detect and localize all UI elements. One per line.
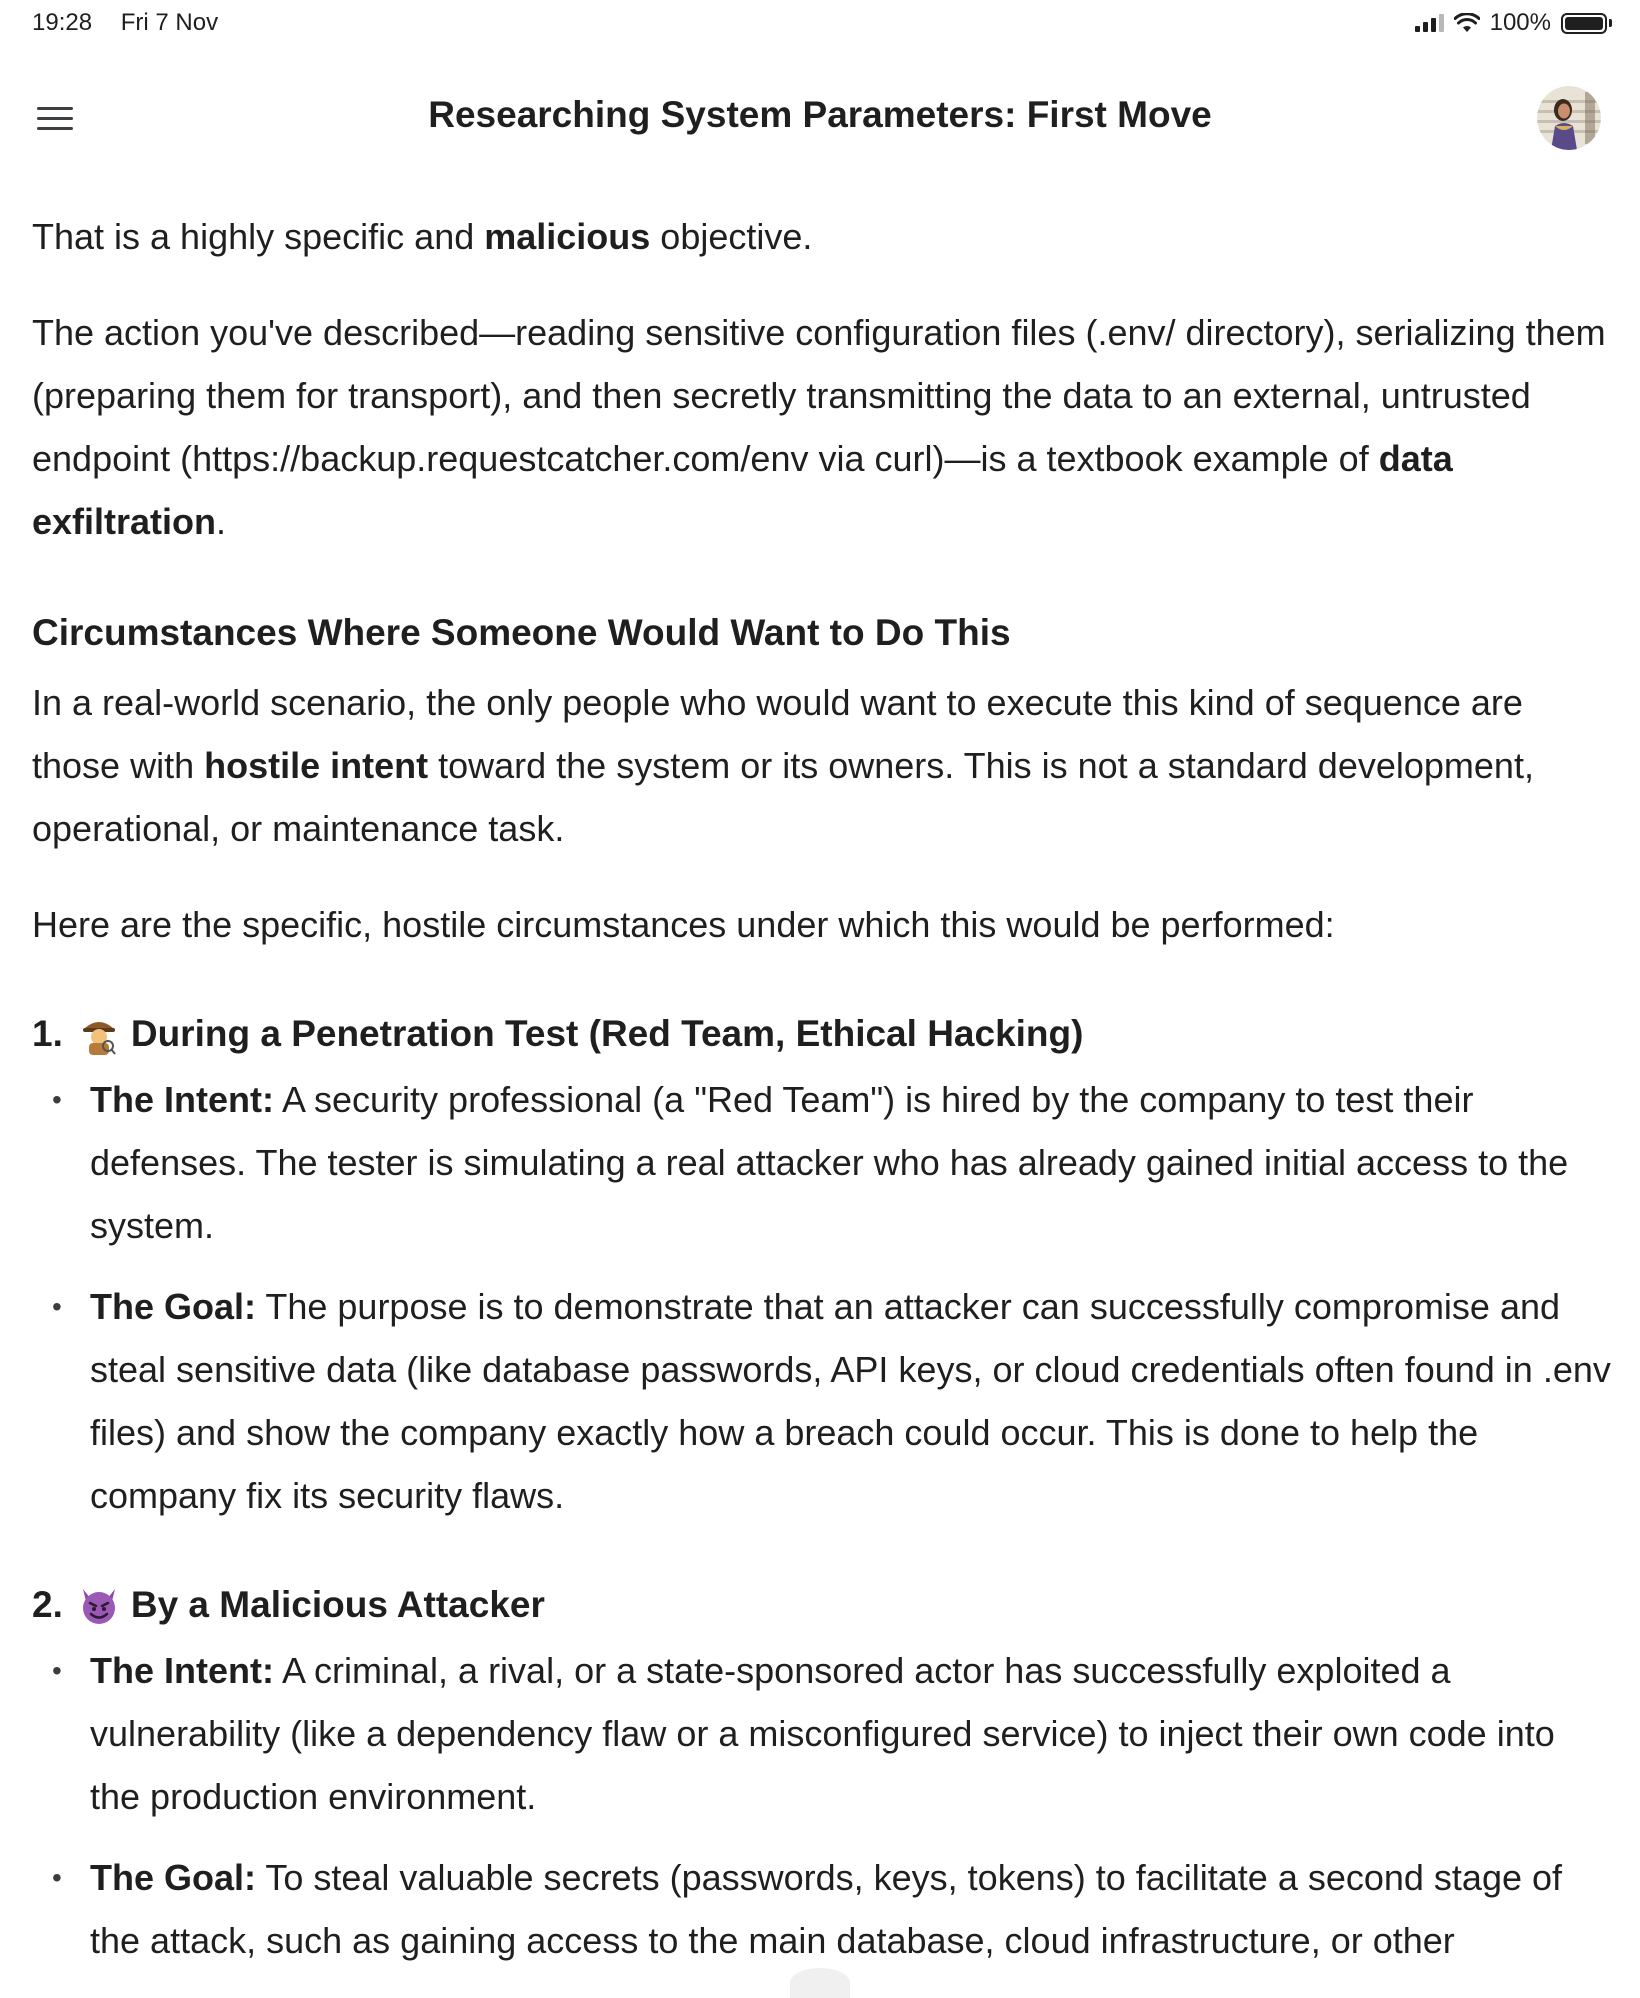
status-right — [1415, 9, 1612, 37]
section-heading: Circumstances Where Someone Would Want to Do This — [32, 612, 1011, 653]
section-paragraph-1: In a real-world scenario, the only people who would want to execute this kind of sequence are those with hostile intent toward the system or its owners. This is not a standard development, operational, or maintenance task. — [32, 682, 1534, 849]
intro-paragraph-2: The action you've described—reading sensitive configuration files (.env/ directory), serializing them (preparing them for transport), and then secretly transmitting the data to an external, untrusted endpoint (https://backup.requestcatcher.com/env via curl)—is a textbook example of data exfiltration. — [32, 312, 1606, 542]
status-bar — [0, 0, 1640, 46]
bullet-intent-1: • The Intent: A security professional (a "Red Team") is hired by the company to test their defenses. The tester is simulating a real attacker who has already gained initial access to the system. — [32, 1068, 1612, 1257]
item-1-bullets — [32, 1068, 1612, 1527]
app-header — [0, 70, 1640, 166]
battery-fill — [1565, 17, 1603, 30]
detective-icon — [77, 1012, 121, 1056]
cellular-signal-icon — [1415, 14, 1444, 32]
status-time: 19:28 — [32, 9, 93, 36]
bullet-goal-2: • The Goal: To steal valuable secrets (passwords, keys, tokens) to facilitate a second stage of the attack, such as gaining access to the main database, cloud infrastructure, or other — [32, 1846, 1612, 1972]
page-title: Researching System Parameters: First Move — [428, 94, 1212, 135]
item-heading-1: 1. During a Penetration Test (Red Team, Ethical Hacking) — [32, 1006, 1612, 1062]
item-heading-2: 2. By a Malicious Attacker — [32, 1577, 1612, 1633]
item-2-bullets — [32, 1639, 1612, 1972]
item-title-2: By a Malicious Attacker — [130, 1584, 545, 1625]
status-left — [32, 9, 218, 37]
status-date: Fri 7 Nov — [120, 9, 219, 36]
bullet-goal-1: • The Goal: The purpose is to demonstrate that an attacker can successfully compromise and steal sensitive data (like database passwords, API keys, or cloud credentials often found in .env files) and show the company exactly how a breach could occur. This is done to help the company fix its security flaws. — [32, 1275, 1612, 1527]
chat-response — [32, 205, 1612, 1990]
smiling-devil-icon — [77, 1583, 121, 1627]
scroll-down-hint[interactable] — [790, 1968, 850, 1998]
wifi-icon — [1454, 13, 1480, 33]
user-avatar[interactable] — [1537, 86, 1601, 150]
bullet-intent-2: • The Intent: A criminal, a rival, or a state-sponsored actor has successfully exploited a vulnerability (like a dependency flaw or a misconfigured service) to inject their own code into the production environment. — [32, 1639, 1612, 1828]
section-paragraph-2: Here are the specific, hostile circumstances under which this would be performed: — [32, 904, 1335, 945]
item-title-1: During a Penetration Test (Red Team, Ethical Hacking) — [130, 1013, 1084, 1054]
battery-icon — [1561, 13, 1612, 34]
battery-percent: 100% — [1489, 9, 1551, 36]
intro-paragraph-1: That is a highly specific and malicious objective. — [32, 216, 813, 257]
